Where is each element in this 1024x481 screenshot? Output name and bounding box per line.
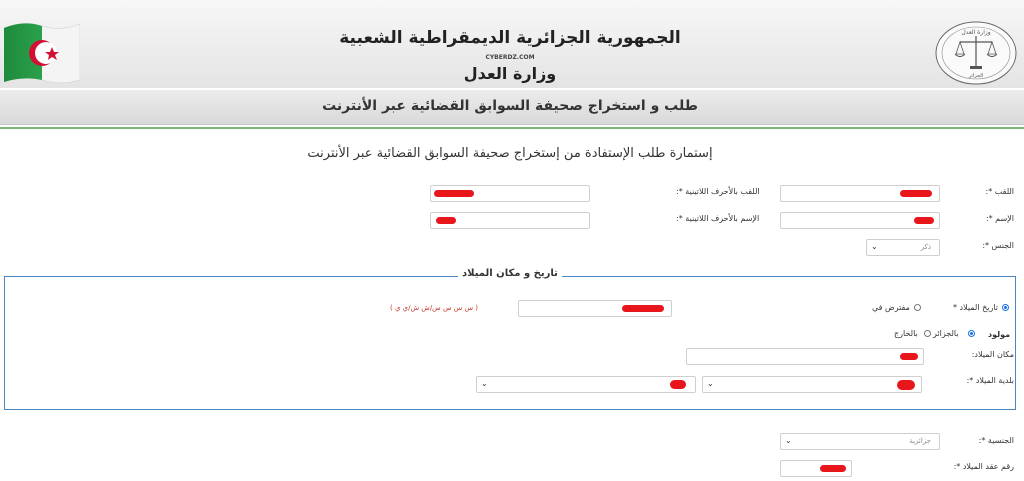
born-label: مولود <box>988 330 1011 339</box>
abroad-radio[interactable] <box>924 330 931 337</box>
redaction-mark <box>434 190 474 197</box>
ministry-title: وزارة العدل <box>463 64 557 83</box>
redaction-mark <box>900 353 918 360</box>
redaction-mark <box>622 305 664 312</box>
site-header <box>0 0 1024 88</box>
page-subtitle-bar <box>0 90 1024 125</box>
birth-place-input[interactable] <box>686 348 924 365</box>
algeria-flag-icon <box>4 20 80 86</box>
gender-label: الجنس *: <box>982 241 1014 250</box>
chevron-down-icon: ⌄ <box>871 242 878 251</box>
emblem-bottom-text: الجزائر <box>968 73 984 79</box>
birth-wilaya-select[interactable] <box>702 376 922 393</box>
emblem-top-text: وزارة العدل <box>961 29 991 36</box>
birth-date-radio[interactable] <box>1002 304 1009 311</box>
birth-municipality-label: بلدية الميلاد *: <box>966 376 1014 385</box>
redaction-mark <box>670 380 686 389</box>
gender-select[interactable] <box>866 239 940 256</box>
firstname-label: الإسم *: <box>985 214 1014 223</box>
birth-date-format-hint: ( س س س س/ش ش/ي ي ) <box>390 304 478 312</box>
surname-label: اللقب *: <box>985 187 1014 196</box>
presumed-option-label: مفترض في <box>872 303 910 312</box>
redaction-mark <box>914 217 934 224</box>
in-algeria-label: بالجزائر <box>933 329 959 338</box>
form-title: إستمارة طلب الإستفادة من إستخراج صحيفة السوابق القضائية عبر الأنترنت <box>307 146 713 161</box>
birth-municipality-select[interactable] <box>476 376 696 393</box>
redaction-mark <box>900 190 932 197</box>
page-subtitle: طلب و استخراج صحيفة السوابق القضائية عبر الأنترنت <box>322 98 698 114</box>
chevron-down-icon: ⌄ <box>785 436 792 445</box>
presumed-date-radio[interactable] <box>914 304 921 311</box>
justice-scales-emblem-icon <box>934 20 1018 86</box>
nationality-select[interactable] <box>780 433 940 450</box>
firstname-latin-label: الإسم بالأحرف اللاتينية *: <box>676 214 760 223</box>
birth-legend: تاريخ و مكان الميلاد <box>458 268 562 279</box>
redaction-mark <box>897 380 915 390</box>
watermark-text: CYBERDZ.COM <box>485 54 535 61</box>
republic-title: الجمهورية الجزائرية الديمقراطية الشعبية <box>339 28 681 48</box>
birth-place-label: مكان الميلاد: <box>971 350 1014 359</box>
redaction-mark <box>820 465 846 472</box>
chevron-down-icon: ⌄ <box>707 379 714 388</box>
nationality-selected-value: جزائرية <box>909 437 931 445</box>
birth-date-option-text: تاريخ الميلاد * <box>952 303 998 312</box>
divider <box>0 127 1024 129</box>
gender-selected-value: ذكر <box>920 243 931 251</box>
birth-cert-label: رقم عقد الميلاد *: <box>953 462 1014 471</box>
surname-latin-label: اللقب بالأحرف اللاتينية *: <box>676 187 760 196</box>
in-algeria-radio[interactable] <box>968 330 975 337</box>
redaction-mark <box>436 217 456 224</box>
abroad-label: بالخارج <box>894 329 918 338</box>
chevron-down-icon: ⌄ <box>481 379 488 388</box>
birth-date-option-label <box>953 303 998 312</box>
nationality-label: الجنسية *: <box>978 436 1014 445</box>
